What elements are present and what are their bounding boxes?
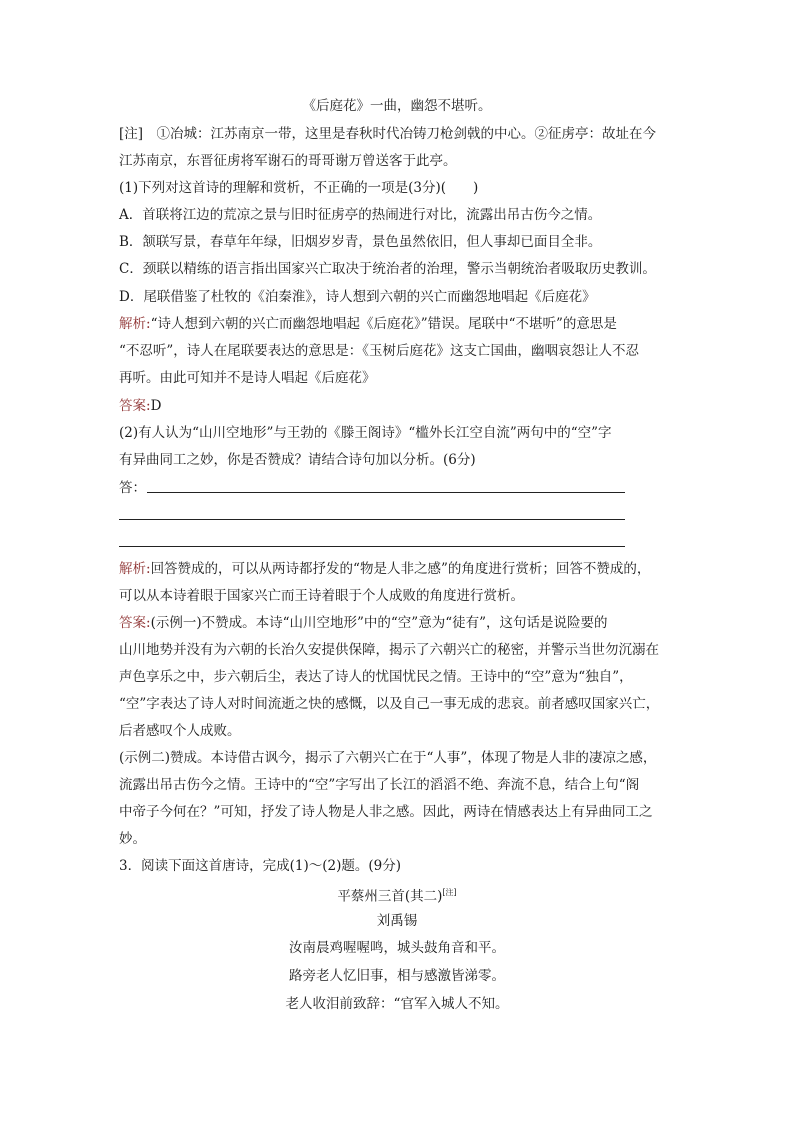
answer-label: 答案: (119, 398, 151, 414)
answer-prompt: 答： (119, 480, 146, 496)
poem-author: 刘禹锡 (376, 913, 418, 929)
analysis-label: 解析: (119, 561, 151, 577)
option-a: A．首联将江边的荒凉之景与旧时征虏亭的热闹进行对比，流露出吊古伤今之情。 (119, 207, 602, 223)
example-2-line: 流露出吊古伤今之情。王诗中的“空”字写出了长江的滔滔不绝、奔流不息，结合上句“阁 (119, 777, 640, 793)
poem-line: 老人收泪前致辞：“官军入城人不知。 (285, 996, 509, 1012)
poem-title-text: 平蔡州三首(其二) (337, 888, 443, 905)
poem-line: 路旁老人忆旧事，相与感激皆涕零。 (289, 968, 505, 984)
answer-line: “空”字表达了诗人对时间流逝之快的感慨，以及自己一事无成的悲哀。前者感叹国家兴亡， (119, 696, 660, 712)
answer-blank-line[interactable] (147, 492, 625, 493)
answer-blank-line[interactable] (119, 546, 625, 547)
analysis-line (119, 560, 650, 578)
answer-blank-line[interactable] (119, 519, 625, 520)
annotation-line: [注] ①冶城：江苏南京一带，这里是春秋时代冶铸刀枪剑戟的中心。②征虏亭：故址在今 (119, 126, 657, 142)
poem-line: 汝南晨鸡喔喔鸣，城头鼓角音和平。 (289, 940, 505, 956)
answer-line: 后者感叹个人成败。 (119, 723, 241, 739)
analysis-label: 解析: (119, 316, 151, 332)
annotation-line: 江苏南京，东晋征虏将军谢石的哥哥谢万曾送客于此亭。 (119, 153, 457, 169)
question-2-stem: (2)有人认为“山川空地形”与王勃的《滕王阁诗》“槛外长江空自流”两句中的“空”字 (119, 425, 612, 441)
analysis-line: 再听。由此可知并不是诗人唱起《后庭花》 (119, 370, 376, 386)
question-2-stem: 有异曲同工之妙，你是否赞成？请结合诗句加以分析。(6分) (119, 452, 476, 468)
option-c: C．颈联以精练的语言指出国家兴亡取决于统治者的治理，警示当朝统治者吸取历史教训。 (119, 261, 656, 277)
example-2-line: 妙。 (119, 831, 146, 847)
analysis-text: “诗人想到六朝的兴亡而幽怨地唱起《后庭花》”错误。尾联中“不堪听”的意思是 (150, 316, 617, 332)
poem-title (0, 884, 794, 906)
poem-title-note: [注] (442, 888, 457, 897)
poem-last-line: 《后庭花》一曲，幽怨不堪听。 (302, 98, 492, 114)
analysis-line: 可以从本诗着眼于国家兴亡而王诗着眼于个人成败的角度进行赏析。 (119, 588, 524, 604)
question-3-stem: 3．阅读下面这首唐诗，完成(1)～(2)题。(9分) (119, 858, 401, 874)
question-1-stem: (1)下列对这首诗的理解和赏析，不正确的一项是(3分)( ) (119, 180, 479, 196)
analysis-text: 回答赞成的，可以从两诗都抒发的“物是人非之感”的角度进行赏析；回答不赞成的， (150, 561, 651, 577)
answer-line (119, 397, 161, 415)
answer-label: 答案: (119, 615, 151, 631)
option-d: D．尾联借鉴了杜牧的《泊秦淮》，诗人想到六朝的兴亡而幽怨地唱起《后庭花》 (119, 289, 596, 305)
answer-text: (示例一)不赞成。本诗“山川空地形”中的“空”意为“徒有”，这句话是说险要的 (150, 615, 608, 631)
answer-value: D (150, 398, 162, 414)
answer-line: 声色享乐之中，步六朝后尘，表达了诗人的忧国忧民之情。王诗中的“空”意为“独自”， (119, 669, 633, 685)
analysis-line (119, 315, 617, 333)
answer-line (119, 614, 608, 632)
analysis-line: “不忍听”，诗人在尾联要表达的意思是：《玉树后庭花》这支亡国曲，幽咽哀怨让人不忍 (119, 343, 640, 359)
example-2-line: 中帝子今何在？”可知，抒发了诗人物是人非之感。因此，两诗在情感表达上有异曲同工之 (119, 804, 653, 820)
answer-line: 山川地势并没有为六朝的长治久安提供保障，揭示了六朝兴亡的秘密，并警示当世勿沉溺在 (119, 642, 659, 658)
option-b: B．颔联写景，春草年年绿，旧烟岁岁青，景色虽然依旧，但人事却已面目全非。 (119, 234, 602, 250)
example-2-line: (示例二)赞成。本诗借古讽今，揭示了六朝兴亡在于“人事”，体现了物是人非的凄凉之感， (119, 750, 657, 766)
